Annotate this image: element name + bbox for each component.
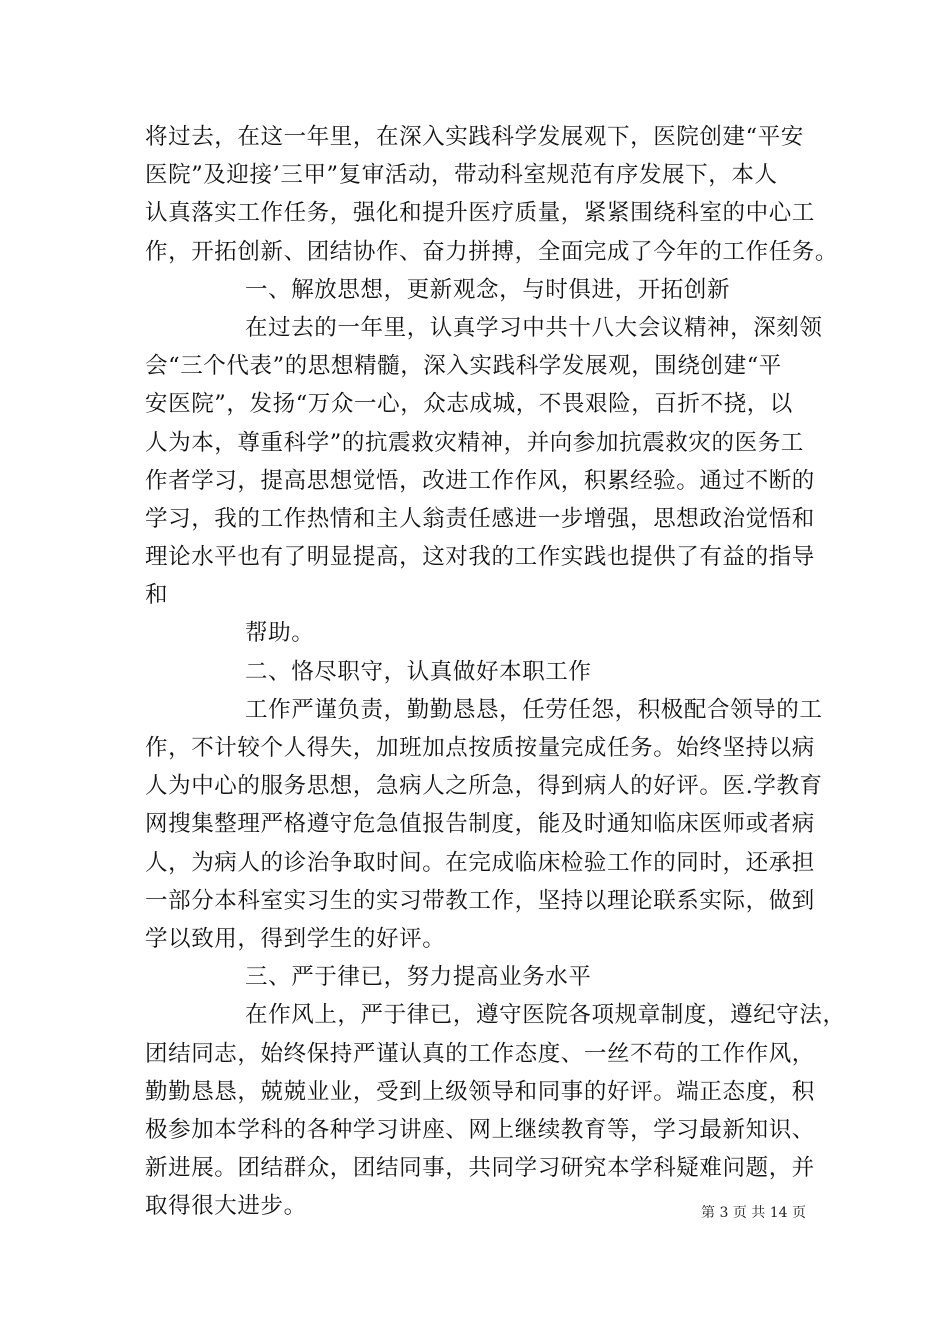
text-line: 工作严谨负责，勤勤恳恳，任劳任怨，积极配合领导的工 (245, 696, 823, 723)
text-line: 会“三个代表”的思想精髓，深入实践科学发展观，围绕创建“平 (145, 353, 782, 380)
text-line: 一、解放思想，更新观念，与时俱进，开拓创新 (245, 276, 731, 303)
text-line: 网搜集整理严格遵守危急值报告制度，能及时通知临床医师或者病 (145, 811, 815, 838)
text-line: 作，不计较个人得失，加班加点按质按量完成任务。始终坚持以病 (145, 735, 815, 761)
text-line: 作，开拓创新、团结协作、奋力拼搏，全面完成了今年的工作任务。 (145, 238, 839, 265)
text-line: 取得很大进步。 (145, 1193, 307, 1220)
text-line: 认真落实工作任务，强化和提升医疗质量，紧紧围绕科室的中心工 (145, 200, 815, 227)
text-line: 帮助。 (245, 620, 315, 647)
text-line: 在作风上，严于律已，遵守医院各项规章制度，遵纪守法， (245, 1002, 846, 1029)
text-line: 三、严于律已，努力提高业务水平 (245, 964, 592, 991)
text-line: 学以致用，得到学生的好评。 (145, 925, 446, 952)
text-line: 将过去，在这一年里，在深入实践科学发展观下，医院创建“平安 (145, 124, 804, 150)
text-line: 人，为病人的诊治争取时间。在完成临床检验工作的同时，还承担 (145, 849, 815, 876)
document-body (145, 118, 846, 1225)
text-line: 理论水平也有了明显提高，这对我的工作实践也提供了有益的指导 (145, 544, 815, 571)
text-line: 在过去的一年里，认真学习中共十八大会议精神，深刻领 (245, 314, 823, 341)
text-line: 学习，我的工作热情和主人翁责任感进一步增强，思想政治觉悟和 (145, 505, 815, 532)
text-line: 作者学习，提高思想觉悟，改进工作作风，积累经验。通过不断的 (145, 467, 815, 494)
text-line: 安医院”，发扬“万众一心，众志成城，不畏艰险，百折不挠，以 (145, 391, 793, 418)
text-line: 新进展。团结群众，团结同事，共同学习研究本学科疑难问题，并 (145, 1155, 815, 1182)
text-line: 一部分本科室实习生的实习带教工作，坚持以理论联系实际，做到 (145, 887, 815, 914)
text-line: 医院”及迎接’三甲”复审活动，带动科室规范有序发展下，本人 (145, 162, 778, 189)
text-line: 人为本，尊重科学”的抗震救灾精神，并向参加抗震救灾的医务工 (145, 429, 804, 456)
page-number-footer: 第 3 页 共 14 页 (701, 1205, 806, 1221)
text-line: 人为中心的服务思想，急病人之所急，得到病人的好评。医.学教育 (145, 773, 823, 800)
text-line: 勤勤恳恳，兢兢业业，受到上级领导和同事的好评。端正态度，积 (145, 1078, 815, 1105)
text-line: 极参加本学科的各种学习讲座、网上继续教育等，学习最新知识、 (145, 1116, 815, 1143)
text-line: 团结同志，始终保持严谨认真的工作态度、一丝不苟的工作作风， (145, 1040, 815, 1067)
text-line: 和 (145, 582, 169, 609)
text-line: 二、恪尽职守，认真做好本职工作 (245, 658, 592, 685)
